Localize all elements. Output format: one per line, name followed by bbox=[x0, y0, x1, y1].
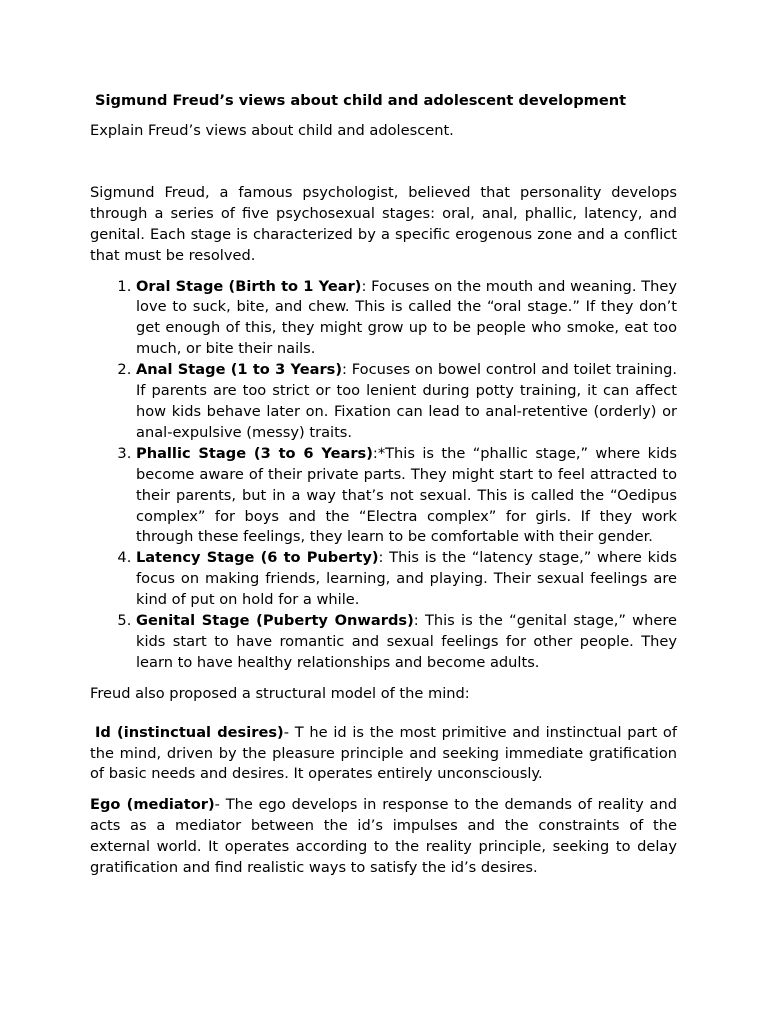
stage-item-latency bbox=[136, 548, 677, 611]
stage-item-genital bbox=[136, 611, 677, 674]
mind-part-ego bbox=[90, 795, 677, 879]
stage-description: : This is the “latency stage,” where kids focus on making friends, learning, and playing. Their sexual feelings are kind of put on hold for a while. bbox=[136, 549, 677, 609]
mind-part-id bbox=[90, 723, 677, 786]
stage-item-anal bbox=[136, 360, 677, 444]
stage-name: Oral Stage (Birth to 1 Year) bbox=[136, 277, 362, 295]
mind-part-description: - T he id is the most primitive and instinctual part of the mind, driven by the pleasure principle and seeking immediate gratification of basic needs and desires. It operates entirely unconsciously. bbox=[90, 723, 677, 783]
mind-part-name: Id (instinctual desires) bbox=[95, 723, 284, 741]
model-intro-text: Freud also proposed a structural model of the mind: bbox=[90, 684, 470, 702]
document-title: Sigmund Freud’s views about child and adolescent development bbox=[95, 92, 627, 109]
stage-description: :*This is the “phallic stage,” where kids become aware of their private parts. They might start to feel attracted to their parents, but in a way that’s not sexual. This is called the “Oedipus complex” for boys and the “Electra complex” for girls. If they work through these feelings, they learn to be comfortable with their gender. bbox=[136, 444, 677, 546]
document-body bbox=[90, 90, 677, 889]
question-text: Explain Freud’s views about child and adolescent. bbox=[90, 122, 454, 139]
stage-name: Phallic Stage (3 to 6 Years) bbox=[136, 444, 373, 462]
stage-name: Genital Stage (Puberty Onwards) bbox=[136, 612, 414, 630]
intro-paragraph: Sigmund Freud, a famous psychologist, believed that personality develops through a series of five psychosexual stages: oral, anal, phallic, latency, and genital. Each stage is characterized by a specific erogenous zone and a conflict that must be resolved. bbox=[90, 183, 677, 264]
stage-item-oral bbox=[136, 277, 677, 361]
mind-part-description: - The ego develops in response to the demands of reality and acts as a mediator between the id’s impulses and the constraints of the external world. It operates according to the reality principle, seeking to delay gratification and find realistic ways to satisfy the id’s desires. bbox=[90, 796, 677, 877]
stage-description: : Focuses on bowel control and toilet training. If parents are too strict or too lenient during potty training, it can affect how kids behave later on. Fixation can lead to anal-retentive (orderly) or anal-expulsive (messy) traits. bbox=[136, 361, 677, 441]
stage-name: Latency Stage (6 to Puberty) bbox=[136, 549, 379, 567]
stage-item-phallic bbox=[136, 444, 677, 549]
stage-description: : Focuses on the mouth and weaning. They love to suck, bite, and chew. This is called the “oral stage.” If they don’t get enough of this, they might grow up to be people who smoke, eat too much, or bite their nails. bbox=[136, 277, 677, 358]
mind-part-name: Ego (mediator) bbox=[90, 796, 215, 814]
stage-description: : This is the “genital stage,” where kids start to have romantic and sexual feelings for other people. They learn to have healthy relationships and become adults. bbox=[136, 612, 677, 671]
stages-list bbox=[90, 277, 677, 674]
stage-name: Anal Stage (1 to 3 Years) bbox=[136, 361, 343, 379]
